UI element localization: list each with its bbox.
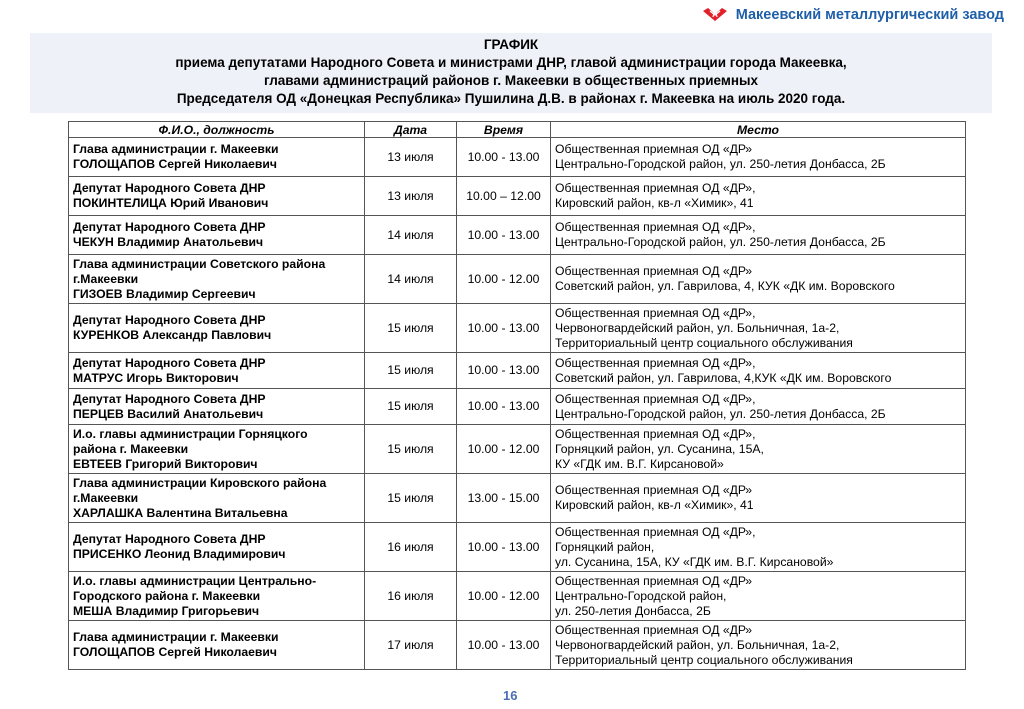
header-time: Время: [457, 122, 551, 138]
header-date: Дата: [365, 122, 457, 138]
name-line: ПОКИНТЕЛИЦА Юрий Иванович: [73, 196, 269, 210]
name-line: ГОЛОЩАПОВ Сергей Николаевич: [73, 645, 277, 659]
place-line: ул. Сусанина, 15А, КУ «ГДК им. В.Г. Кирсановой»: [555, 554, 834, 569]
name-line: Глава администрации Советского района: [73, 256, 326, 271]
time-cell: 10.00 - 12.00: [457, 255, 551, 304]
date-cell: 15 июля: [365, 474, 457, 523]
name-line: Депутат Народного Совета ДНР: [73, 220, 266, 234]
official-name-cell: [69, 304, 365, 353]
place-cell: [551, 216, 966, 255]
place-line: Общественная приемная ОД «ДР»,: [555, 355, 756, 370]
brand-header: [700, 4, 1004, 26]
table-header-row: [69, 122, 966, 138]
official-name-cell: [69, 425, 365, 474]
date-cell: 16 июля: [365, 572, 457, 621]
table-row: [69, 572, 966, 621]
title-line-4: Председателя ОД «Донецкая Республика» Пушилина Д.В. в районах г. Макеевка на июль 2020 года.: [176, 91, 846, 106]
name-line: г.Макеевки: [73, 490, 139, 505]
place-cell: [551, 177, 966, 216]
place-cell: [551, 474, 966, 523]
name-line: И.о. главы администрации Центрально-: [73, 573, 317, 588]
schedule-table: [68, 121, 966, 670]
table-row: [69, 425, 966, 474]
name-line: КУРЕНКОВ Александр Павлович: [73, 328, 272, 342]
name-line: Депутат Народного Совета ДНР: [73, 532, 266, 546]
place-line: Территориальный центр социального обслуживания: [555, 652, 853, 667]
official-name-cell: [69, 353, 365, 389]
date-cell: 14 июля: [365, 216, 457, 255]
table-row: [69, 523, 966, 572]
time-cell: 10.00 - 13.00: [457, 523, 551, 572]
place-line: Червоногвардейский район, ул. Больничная, 1а-2,: [555, 637, 840, 652]
name-line: Глава администрации г. Макеевки: [73, 142, 279, 156]
place-cell: [551, 425, 966, 474]
official-name-cell: [69, 255, 365, 304]
name-line: И.о. главы администрации Горняцкого: [73, 426, 308, 441]
place-line: Общественная приемная ОД «ДР»: [555, 142, 753, 156]
document-title: ГРАФИК: [483, 37, 539, 52]
company-logo-icon: [700, 5, 730, 25]
place-cell: [551, 389, 966, 425]
official-name-cell: [69, 621, 365, 670]
time-cell: 10.00 - 13.00: [457, 216, 551, 255]
date-cell: 13 июля: [365, 138, 457, 177]
place-cell: [551, 304, 966, 353]
name-line: Глава администрации Кировского района: [73, 475, 327, 490]
place-cell: [551, 353, 966, 389]
date-cell: 13 июля: [365, 177, 457, 216]
place-line: Общественная приемная ОД «ДР»: [555, 264, 753, 278]
name-line: Депутат Народного Совета ДНР: [73, 391, 266, 406]
header-place: Место: [551, 122, 966, 138]
place-line: Кировский район, кв-л «Химик», 41: [555, 196, 754, 210]
name-line: Глава администрации г. Макеевки: [73, 630, 279, 644]
date-cell: 15 июля: [365, 353, 457, 389]
name-line: Депутат Народного Совета ДНР: [73, 355, 266, 370]
table-row: [69, 216, 966, 255]
time-cell: 10.00 - 12.00: [457, 572, 551, 621]
place-line: Общественная приемная ОД «ДР»,: [555, 181, 756, 195]
place-line: Общественная приемная ОД «ДР»,: [555, 426, 756, 441]
name-line: ПРИСЕНКО Леонид Владимирович: [73, 547, 286, 561]
place-line: Общественная приемная ОД «ДР»: [555, 622, 753, 637]
date-cell: 15 июля: [365, 304, 457, 353]
title-block: [30, 33, 992, 113]
table-row: [69, 353, 966, 389]
table-row: [69, 389, 966, 425]
time-cell: 10.00 - 13.00: [457, 138, 551, 177]
time-cell: 13.00 - 15.00: [457, 474, 551, 523]
place-line: Центрально-Городской район, ул. 250-летия Донбасса, 2Б: [555, 157, 886, 171]
place-line: Червоногвардейский район, ул. Больничная, 1а-2,: [555, 320, 840, 335]
place-line: Общественная приемная ОД «ДР»,: [555, 391, 756, 406]
name-line: ГОЛОЩАПОВ Сергей Николаевич: [73, 157, 277, 171]
time-cell: 10.00 - 13.00: [457, 621, 551, 670]
place-line: Общественная приемная ОД «ДР»: [555, 483, 753, 497]
place-line: ул. 250-летия Донбасса, 2Б: [555, 603, 711, 618]
place-line: Центрально-Городской район,: [555, 588, 727, 603]
time-cell: 10.00 - 12.00: [457, 425, 551, 474]
time-cell: 10.00 - 13.00: [457, 389, 551, 425]
place-line: Советский район, ул. Гаврилова, 4, КУК «ДК им. Воровского: [555, 279, 895, 293]
place-line: Центрально-Городской район, ул. 250-летия Донбасса, 2Б: [555, 235, 886, 249]
date-cell: 15 июля: [365, 425, 457, 474]
official-name-cell: [69, 572, 365, 621]
name-line: Городского района г. Макеевки: [73, 588, 261, 603]
name-line: района г. Макеевки: [73, 441, 189, 456]
place-cell: [551, 138, 966, 177]
brand-name: Макеевский металлургический завод: [735, 7, 1004, 23]
place-line: Общественная приемная ОД «ДР»,: [555, 305, 756, 320]
name-line: ХАРЛАШКА Валентина Витальевна: [73, 505, 288, 520]
place-line: Советский район, ул. Гаврилова, 4,КУК «ДК им. Воровского: [555, 370, 892, 385]
time-cell: 10.00 – 12.00: [457, 177, 551, 216]
place-line: Общественная приемная ОД «ДР»: [555, 573, 753, 588]
official-name-cell: [69, 474, 365, 523]
name-line: ЧЕКУН Владимир Анатольевич: [73, 235, 264, 249]
name-line: МАТРУС Игорь Викторович: [73, 370, 239, 385]
name-line: ЕВТЕЕВ Григорий Викторович: [73, 456, 258, 471]
time-cell: 10.00 - 13.00: [457, 353, 551, 389]
title-line-2: приема депутатами Народного Совета и министрами ДНР, главой администрации города Макеевка,: [175, 55, 847, 70]
date-cell: 17 июля: [365, 621, 457, 670]
place-cell: [551, 572, 966, 621]
official-name-cell: [69, 138, 365, 177]
table-row: [69, 304, 966, 353]
name-line: г.Макеевки: [73, 271, 139, 286]
place-line: Горняцкий район,: [555, 539, 655, 554]
page-number: 16: [503, 688, 518, 703]
name-line: Депутат Народного Совета ДНР: [73, 313, 266, 327]
time-cell: 10.00 - 13.00: [457, 304, 551, 353]
place-line: Общественная приемная ОД «ДР»,: [555, 220, 756, 234]
name-line: МЕША Владимир Григорьевич: [73, 603, 260, 618]
name-line: ГИЗОЕВ Владимир Сергеевич: [73, 286, 256, 301]
table-row: [69, 138, 966, 177]
name-line: ПЕРЦЕВ Василий Анатольевич: [73, 406, 264, 421]
date-cell: 15 июля: [365, 389, 457, 425]
date-cell: 14 июля: [365, 255, 457, 304]
date-cell: 16 июля: [365, 523, 457, 572]
place-line: Центрально-Городской район, ул. 250-летия Донбасса, 2Б: [555, 406, 886, 421]
place-cell: [551, 621, 966, 670]
name-line: Депутат Народного Совета ДНР: [73, 181, 266, 195]
table-row: [69, 255, 966, 304]
official-name-cell: [69, 389, 365, 425]
place-line: Горняцкий район, ул. Сусанина, 15А,: [555, 441, 764, 456]
table-row: [69, 474, 966, 523]
title-line-3: главами администраций районов г. Макеевки в общественных приемных: [263, 73, 759, 88]
header-name: Ф.И.О., должность: [69, 122, 365, 138]
place-line: Кировский район, кв-л «Химик», 41: [555, 498, 754, 512]
place-line: Территориальный центр социального обслуживания: [555, 335, 853, 350]
place-line: Общественная приемная ОД «ДР»,: [555, 524, 756, 539]
table-row: [69, 177, 966, 216]
place-cell: [551, 523, 966, 572]
official-name-cell: [69, 216, 365, 255]
official-name-cell: [69, 177, 365, 216]
official-name-cell: [69, 523, 365, 572]
place-line: КУ «ГДК им. В.Г. Кирсановой»: [555, 456, 724, 471]
place-cell: [551, 255, 966, 304]
table-row: [69, 621, 966, 670]
